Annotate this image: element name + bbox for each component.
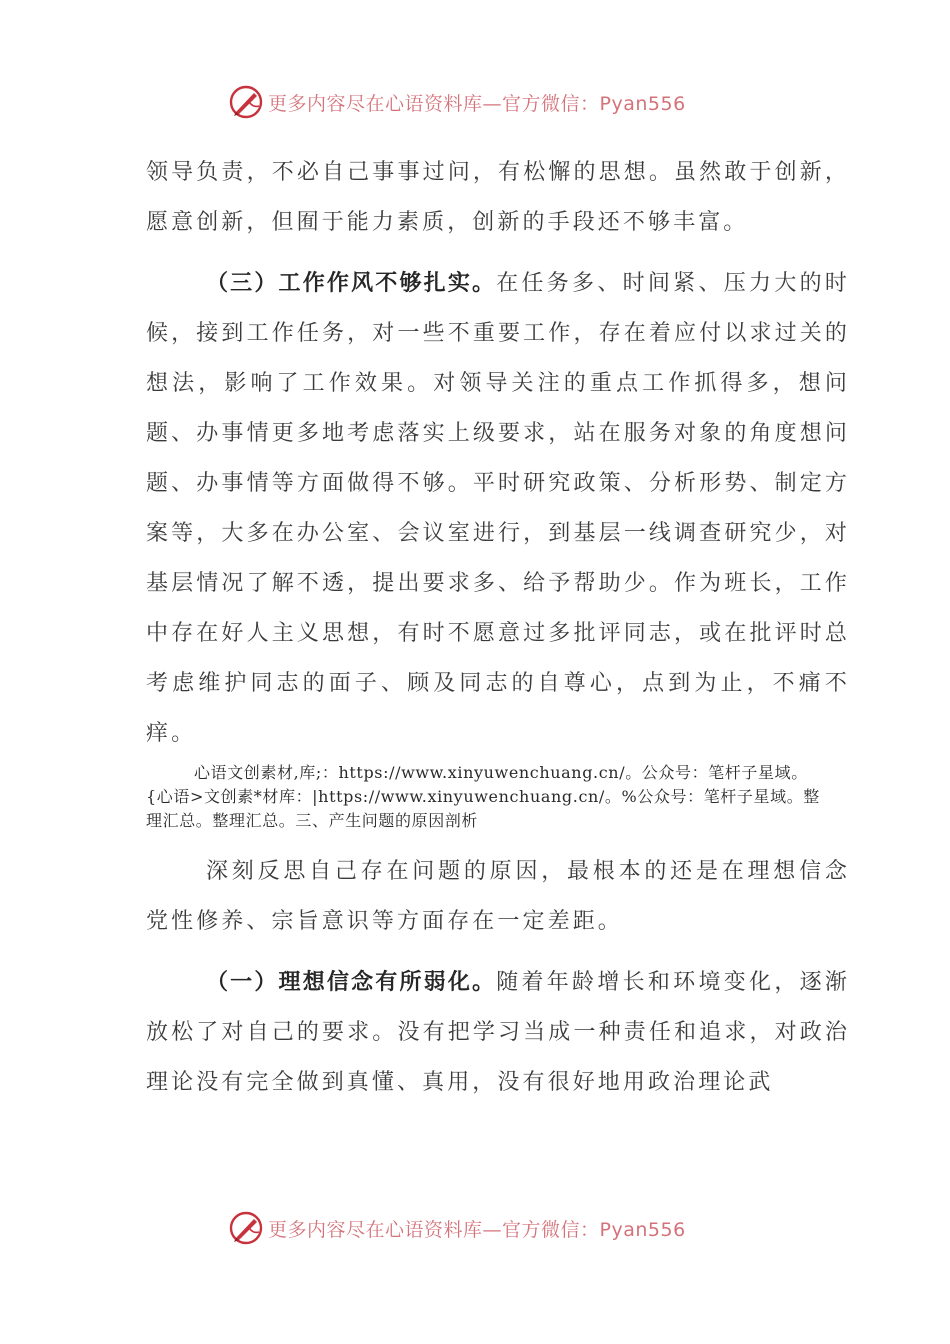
footer-banner-text: 更多内容尽在心语资料库—官方微信：Pyan556 xyxy=(268,1218,686,1241)
note-line-2: {心语>文创素*材库：|https://www.xinyuwenchuang.cn/。%公众号：笔杆子星域。整 xyxy=(146,787,820,806)
footer-wechat-id: Pyan556 xyxy=(599,1218,686,1241)
section-heading-1: （一）理想信念有所弱化。 xyxy=(206,969,497,995)
watermark-note xyxy=(146,761,850,833)
header-banner xyxy=(228,82,686,122)
paragraph-2 xyxy=(146,258,850,759)
header-banner-text: 更多内容尽在心语资料库—官方微信：Pyan556 xyxy=(268,92,686,115)
pen-logo-icon xyxy=(228,84,264,120)
paragraph-4 xyxy=(146,957,850,1108)
header-wechat-id: Pyan556 xyxy=(599,92,686,115)
section-heading-3: （三）工作作风不够扎实。 xyxy=(206,270,497,296)
paragraph-2-text: 在任务多、时间紧、压力大的时候，接到工作任务，对一些不重要工作，存在着应付以求过关的想法，影响了工作效果。对领导关注的重点工作抓得多，想问题、办事情更多地考虑落实上级要求，站在服务对象的角度想问题、办事情等方面做得不够。平时研究政策、分析形势、制定方案等，大多在办公室、会议室进行，到基层一线调查研究少，对基层情况了解不透，提出要求多、给予帮助少。作为班长，工作中存在好人主义思想，有时不愿意过多批评同志，或在批评时总考虑维护同志的面子、顾及同志的自尊心，点到为止，不痛不痒。 xyxy=(146,271,850,746)
paragraph-3: 深刻反思自己存在问题的原因，最根本的还是在理想信念党性修养、宗旨意识等方面存在一定差距。 xyxy=(146,859,850,934)
paragraph-1: 领导负责，不必自己事事过问，有松懈的思想。虽然敢于创新，愿意创新，但囿于能力素质，创新的手段还不够丰富。 xyxy=(146,160,850,235)
footer-banner xyxy=(228,1208,686,1248)
paragraph-4-text: 随着年龄增长和环境变化，逐渐放松了对自己的要求。没有把学习当成一种责任和追求，对政治理论没有完全做到真懂、真用，没有很好地用政治理论武 xyxy=(146,970,850,1095)
pen-logo-icon xyxy=(228,1210,264,1246)
note-line-3: 理汇总。整理汇总。三、产生问题的原因剖析 xyxy=(146,811,479,830)
note-line-1: 心语文创素材,库;：https://www.xinyuwenchuang.cn/。公众号：笔杆子星域。 xyxy=(194,763,808,782)
document-body xyxy=(146,148,850,1108)
